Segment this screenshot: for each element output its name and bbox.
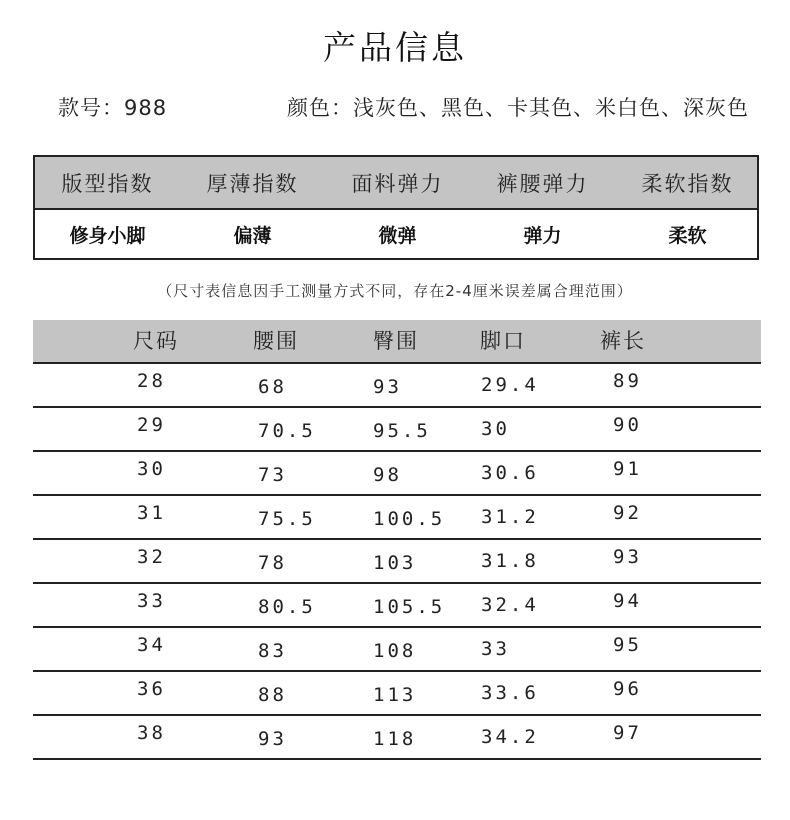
table-cell: 97 — [613, 722, 642, 744]
table-cell: 33 — [481, 638, 510, 660]
attribute-table — [33, 155, 759, 260]
table-cell: 92 — [613, 502, 642, 524]
table-row — [33, 496, 761, 540]
size-header: 裤长 — [600, 329, 646, 353]
attribute-value: 弹力 — [523, 224, 562, 247]
table-cell: 105.5 — [373, 596, 446, 618]
table-cell: 31 — [137, 502, 166, 524]
table-cell: 91 — [613, 458, 642, 480]
attribute-header: 面料弹力 — [351, 171, 444, 196]
table-cell: 33 — [137, 590, 166, 612]
table-cell: 94 — [613, 590, 642, 612]
size-header: 脚口 — [480, 329, 526, 353]
measurement-note: （尺寸表信息因手工测量方式不同，存在2-4厘米误差属合理范围） — [157, 282, 633, 300]
table-row — [33, 716, 761, 760]
table-cell: 93 — [258, 728, 287, 750]
table-cell: 30 — [137, 458, 166, 480]
table-cell: 36 — [137, 678, 166, 700]
table-cell: 30 — [481, 418, 510, 440]
table-cell: 75.5 — [258, 508, 316, 530]
attribute-value: 偏薄 — [233, 224, 272, 247]
table-cell: 73 — [258, 464, 287, 486]
table-cell: 28 — [137, 370, 166, 392]
style-number: 款号：988 — [58, 96, 168, 120]
attribute-value: 修身小脚 — [69, 224, 146, 247]
table-cell: 108 — [373, 640, 417, 662]
table-row — [33, 584, 761, 628]
table-cell: 88 — [258, 684, 287, 706]
table-cell: 68 — [258, 376, 287, 398]
table-cell: 93 — [613, 546, 642, 568]
table-cell: 80.5 — [258, 596, 316, 618]
attribute-header: 厚薄指数 — [206, 171, 299, 196]
size-header: 腰围 — [253, 329, 299, 353]
table-cell: 70.5 — [258, 420, 316, 442]
attribute-value: 微弹 — [378, 224, 417, 247]
table-cell: 29 — [137, 414, 166, 436]
table-cell: 118 — [373, 728, 417, 750]
table-cell: 98 — [373, 464, 402, 486]
table-row — [33, 364, 761, 408]
table-cell: 34.2 — [481, 726, 539, 748]
attribute-header: 柔软指数 — [641, 171, 734, 196]
table-cell: 93 — [373, 376, 402, 398]
table-cell: 96 — [613, 678, 642, 700]
attribute-header: 版型指数 — [61, 171, 154, 196]
table-cell: 103 — [373, 552, 417, 574]
table-cell: 83 — [258, 640, 287, 662]
table-cell: 113 — [373, 684, 417, 706]
table-cell: 38 — [137, 722, 166, 744]
table-cell: 78 — [258, 552, 287, 574]
table-row — [33, 452, 761, 496]
table-row — [33, 628, 761, 672]
attribute-header-row — [35, 157, 757, 210]
attribute-header: 裤腰弹力 — [496, 171, 589, 196]
attribute-value-row — [35, 210, 757, 258]
table-cell: 30.6 — [481, 462, 539, 484]
table-cell: 32.4 — [481, 594, 539, 616]
table-cell: 32 — [137, 546, 166, 568]
table-cell: 100.5 — [373, 508, 446, 530]
table-cell: 31.8 — [481, 550, 539, 572]
table-cell: 34 — [137, 634, 166, 656]
table-cell: 95.5 — [373, 420, 431, 442]
page-title: 产品信息 — [323, 28, 467, 67]
attribute-value: 柔软 — [668, 224, 707, 247]
table-cell: 29.4 — [481, 374, 539, 396]
table-cell: 31.2 — [481, 506, 539, 528]
table-row — [33, 672, 761, 716]
size-table-header — [33, 320, 761, 364]
size-header: 臀围 — [373, 329, 419, 353]
table-row — [33, 408, 761, 452]
table-cell: 89 — [613, 370, 642, 392]
table-cell: 95 — [613, 634, 642, 656]
size-header: 尺码 — [133, 329, 179, 353]
table-row — [33, 540, 761, 584]
color-options: 颜色：浅灰色、黑色、卡其色、米白色、深灰色 — [287, 96, 749, 120]
table-cell: 90 — [613, 414, 642, 436]
table-cell: 33.6 — [481, 682, 539, 704]
